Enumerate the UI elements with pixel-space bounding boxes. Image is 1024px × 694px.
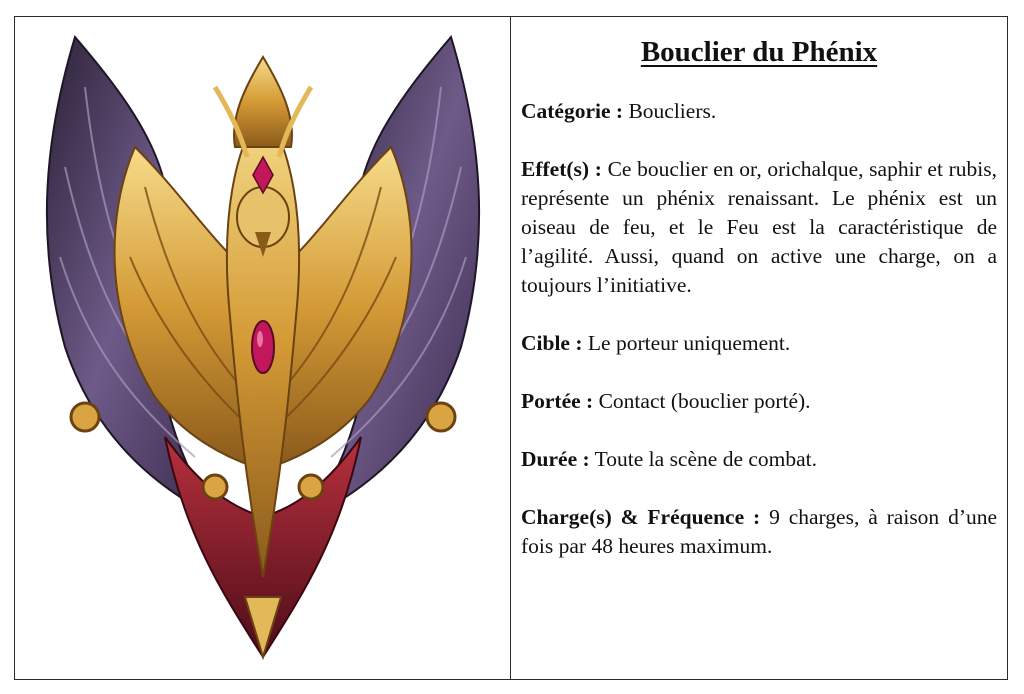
field-value: Le porteur uniquement. — [587, 331, 791, 355]
item-title: Bouclier du Phénix — [640, 36, 878, 68]
item-card — [14, 16, 1008, 680]
illustration-cell — [15, 17, 511, 679]
description-cell — [511, 17, 1007, 679]
field-label: Portée : — [521, 389, 594, 413]
field-value: Boucliers. — [628, 99, 717, 123]
field-range — [521, 387, 997, 416]
field-label: Durée : — [521, 447, 590, 471]
field-value: Ce bouclier en or, orichalque, saphir et rubis, représente un phénix renaissant. Le phénix est un oiseau de feu, et le Feu est la caractéristique de l’agilité. Aussi, quand on active une charge, on a toujours l’initiative. — [521, 157, 997, 297]
phoenix-shield-icon — [15, 17, 511, 679]
field-effects — [521, 155, 997, 300]
field-label: Catégorie : — [521, 99, 624, 123]
field-charges — [521, 503, 997, 561]
field-value: 9 charges, à raison d’une fois par 48 heures maximum. — [521, 505, 998, 558]
field-value: Toute la scène de combat. — [594, 447, 818, 471]
field-category — [521, 97, 997, 126]
field-duration — [521, 445, 997, 474]
field-value: Contact (bouclier porté). — [598, 389, 811, 413]
field-label: Effet(s) : — [521, 157, 602, 181]
field-target — [521, 329, 997, 358]
field-label: Charge(s) & Fréquence : — [521, 505, 761, 529]
field-label: Cible : — [521, 331, 583, 355]
